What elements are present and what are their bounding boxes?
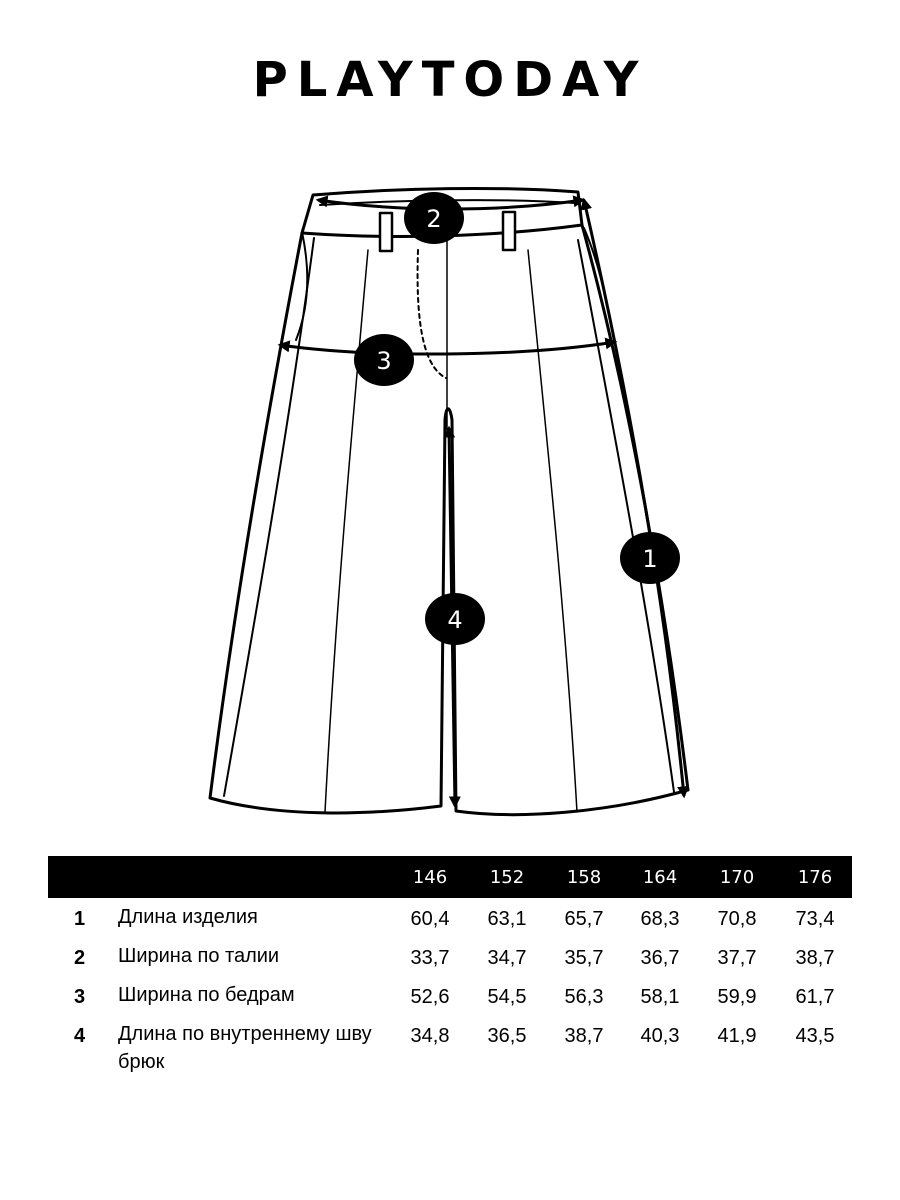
- row-number: 2: [74, 947, 86, 969]
- size-header-cell: 146: [412, 867, 448, 888]
- table-cell: 35,7: [564, 947, 604, 969]
- row-number: 3: [74, 986, 86, 1008]
- table-row: [48, 1015, 852, 1075]
- table-cell: 52,6: [410, 986, 450, 1008]
- table-cell: 61,7: [795, 986, 835, 1008]
- table-cell: 68,3: [640, 908, 680, 930]
- table-cell: 40,3: [640, 1025, 680, 1047]
- marker-2: [404, 192, 464, 244]
- table-cell: 65,7: [564, 908, 604, 930]
- svg-text:4: 4: [447, 606, 463, 634]
- table-cell: 36,7: [640, 947, 680, 969]
- size-header-cell: 176: [797, 867, 833, 888]
- culottes-technical-drawing: [0, 150, 900, 840]
- row-label: Длина изделия: [118, 906, 258, 928]
- table-cell: 70,8: [717, 908, 757, 930]
- row-number: 4: [74, 1025, 86, 1047]
- table-row: [48, 976, 852, 1015]
- table-cell: 38,7: [795, 947, 835, 969]
- size-header-cell: 164: [642, 867, 678, 888]
- table-cell: 63,1: [487, 908, 527, 930]
- size-header-row: [48, 856, 852, 898]
- marker-3: [354, 334, 414, 386]
- table-cell: 41,9: [717, 1025, 757, 1047]
- brand-logo: PLAYTODAY: [252, 52, 648, 108]
- table-cell: 59,9: [717, 986, 757, 1008]
- size-header-cell: 158: [566, 867, 602, 888]
- svg-text:3: 3: [376, 347, 392, 375]
- table-cell: 34,7: [487, 947, 527, 969]
- row-number: 1: [74, 908, 86, 930]
- table-row: [48, 937, 852, 976]
- table-cell: 56,3: [564, 986, 604, 1008]
- table-cell: 54,5: [487, 986, 527, 1008]
- row-label: Ширина по талии: [118, 945, 280, 967]
- marker-4: [425, 593, 485, 645]
- table-cell: 33,7: [410, 947, 450, 969]
- row-label: Длина по внутреннему шву брюк: [118, 1023, 372, 1073]
- row-label: Ширина по бедрам: [118, 984, 295, 1006]
- table-cell: 38,7: [564, 1025, 604, 1047]
- size-header-cell: 152: [489, 867, 525, 888]
- table-cell: 73,4: [795, 908, 835, 930]
- table-cell: 43,5: [795, 1025, 835, 1047]
- table-cell: 37,7: [717, 947, 757, 969]
- svg-text:2: 2: [426, 205, 442, 233]
- table-row: [48, 898, 852, 937]
- table-cell: 58,1: [640, 986, 680, 1008]
- size-header-cell: 170: [719, 867, 755, 888]
- size-table: [48, 856, 852, 1075]
- table-cell: 36,5: [487, 1025, 527, 1047]
- table-cell: 34,8: [410, 1025, 450, 1047]
- svg-text:1: 1: [642, 545, 658, 573]
- marker-1: [620, 532, 680, 584]
- table-cell: 60,4: [410, 908, 450, 930]
